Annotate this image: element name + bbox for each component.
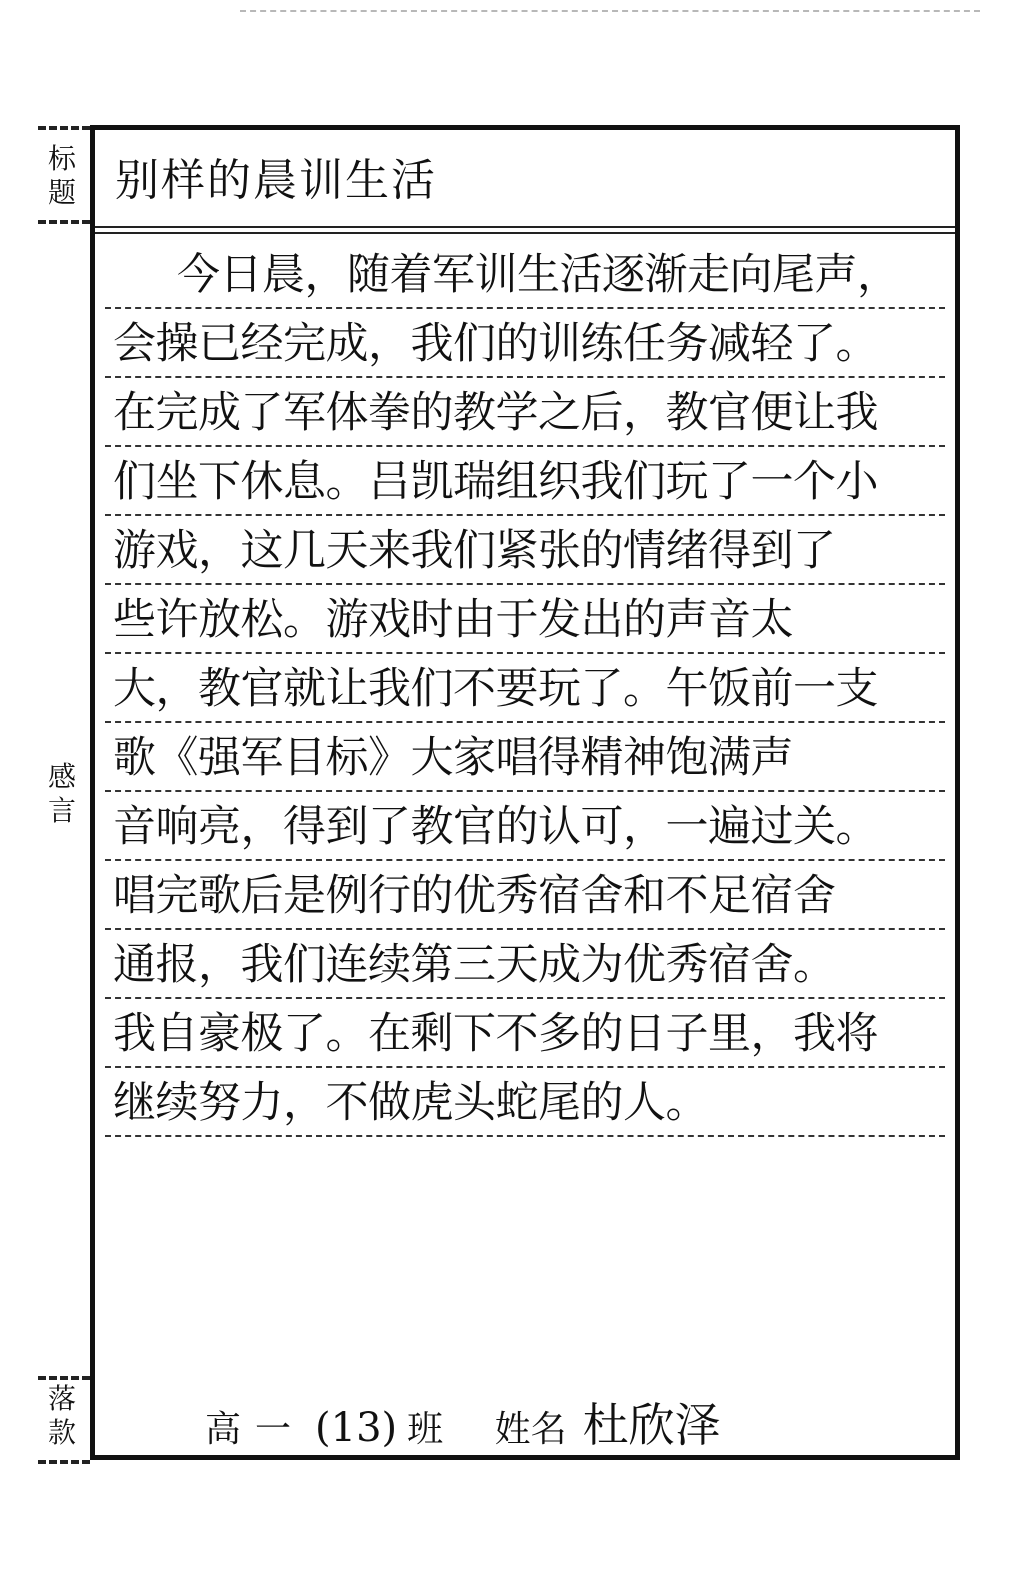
essay-line: 会操已经完成，我们的训练任务减轻了。 — [105, 309, 945, 378]
essay-line: 游戏，这几天来我们紧张的情绪得到了 — [105, 516, 945, 585]
margin-label-footer: 落 款 — [47, 1382, 76, 1449]
essay-line: 们坐下休息。吕凯瑞组织我们玩了一个小 — [105, 447, 945, 516]
margin-label-body: 感 言 — [47, 760, 76, 827]
essay-line: 我自豪极了。在剩下不多的日子里，我将 — [105, 999, 945, 1068]
class-number: (13) — [315, 1405, 398, 1451]
essay-line: 歌《强军目标》大家唱得精神饱满声 — [105, 723, 945, 792]
essay-line: 通报，我们连续第三天成为优秀宿舍。 — [105, 930, 945, 999]
signature-row — [95, 1373, 955, 1455]
essay-line: 继续努力，不做虎头蛇尾的人。 — [105, 1068, 945, 1137]
class-label: 班 — [407, 1409, 444, 1450]
essay-line: 大，教官就让我们不要玩了。午饭前一支 — [105, 654, 945, 723]
title-row — [95, 130, 955, 228]
essay-line: 些许放松。游戏时由于发出的声音太 — [105, 585, 945, 654]
essay-line: 在完成了军体拳的教学之后，教官便让我 — [105, 378, 945, 447]
margin-dash-title-bottom — [38, 220, 90, 224]
margin-dash-title-top — [38, 126, 90, 130]
top-dashed-line — [240, 10, 980, 12]
margin-dash-footer-top — [38, 1376, 90, 1380]
grade-label: 高一 — [205, 1409, 306, 1450]
essay-body — [105, 240, 945, 1137]
margin-dash-footer-bottom — [38, 1460, 90, 1464]
margin-label-title: 标 题 — [47, 142, 76, 209]
student-name: 杜欣泽 — [582, 1398, 721, 1452]
essay-line: 唱完歌后是例行的优秀宿舍和不足宿舍 — [105, 861, 945, 930]
essay-line: 今日晨，随着军训生活逐渐走向尾声， — [105, 240, 945, 309]
name-label: 姓名 — [494, 1409, 567, 1450]
writing-sheet — [90, 125, 960, 1460]
essay-title: 别样的晨训生活 — [115, 155, 437, 206]
essay-line: 音响亮，得到了教官的认可，一遍过关。 — [105, 792, 945, 861]
